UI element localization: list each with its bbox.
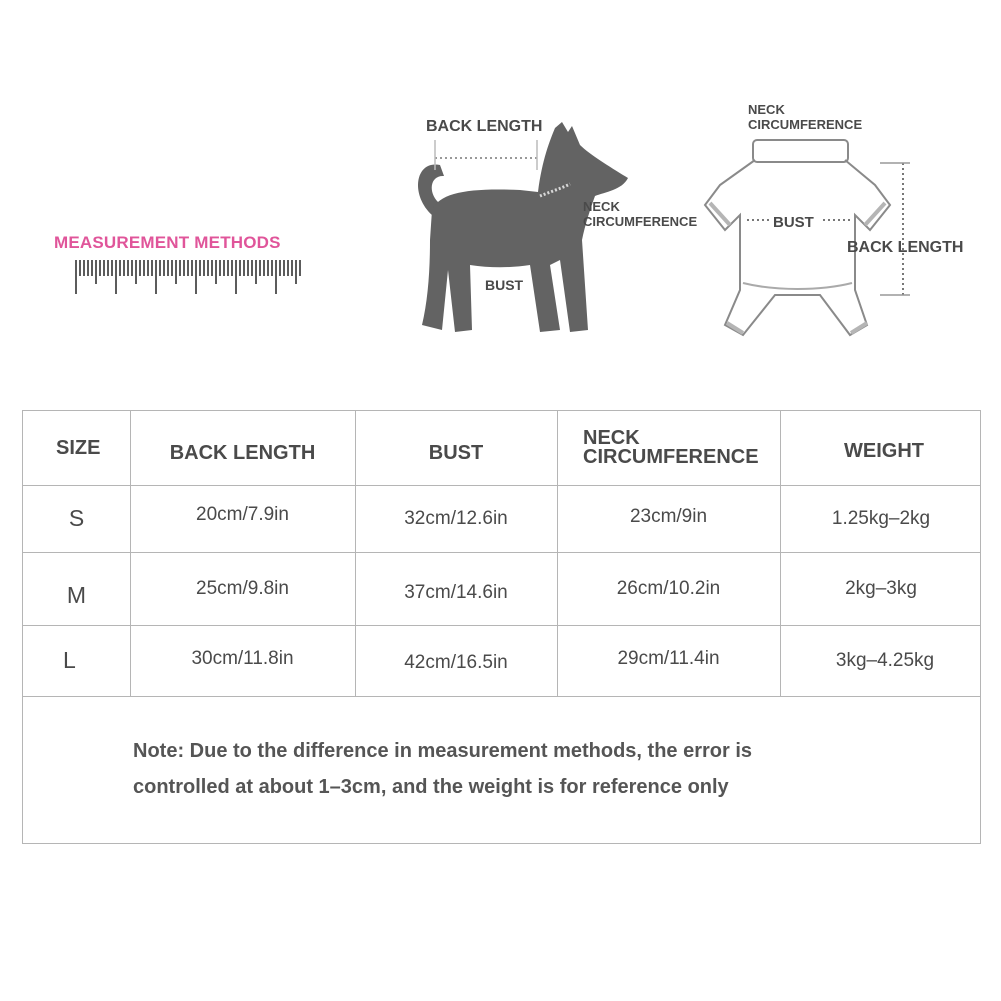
suit-neck-label-line2: CIRCUMFERENCE — [748, 116, 863, 132]
row-l-size: L — [63, 647, 76, 673]
measurement-note — [133, 733, 752, 805]
suit-neck-label — [748, 103, 862, 133]
header-weight: WEIGHT — [844, 439, 924, 462]
header-neck-line1: NECK — [583, 427, 640, 449]
suit-neck-label-line1: NECK — [748, 102, 785, 117]
header-bust: BUST — [428, 441, 484, 464]
header-neck-line2: CIRCUMFERENCE — [583, 446, 759, 468]
size-chart-table — [22, 410, 981, 844]
note-line-2: controlled at about 1–3cm, and the weight is for reference only — [133, 776, 729, 798]
row-s-neck: 23cm/9in — [629, 505, 708, 527]
header-neck-circumference — [557, 411, 780, 485]
row-s-size: S — [68, 505, 85, 531]
row-s-weight: 1.25kg–2kg — [831, 507, 931, 529]
dog-neck-label — [583, 200, 697, 230]
row-l-neck: 29cm/11.4in — [617, 647, 720, 669]
header-back-length: BACK LENGTH — [169, 441, 316, 464]
suit-bust-label: BUST — [773, 214, 814, 231]
dog-back-length-label: BACK LENGTH — [426, 118, 543, 135]
row-l-back-length: 30cm/11.8in — [191, 647, 294, 669]
measurement-methods-title: MEASUREMENT METHODS — [54, 233, 281, 252]
dog-measurement-figure — [410, 100, 700, 345]
dog-bust-label: BUST — [485, 277, 524, 293]
row-m-neck: 26cm/10.2in — [616, 577, 721, 599]
header-size: SIZE — [56, 436, 101, 459]
ruler-icon — [74, 258, 306, 296]
dog-neck-label-line2: CIRCUMFERENCE — [583, 213, 698, 229]
row-m-size: M — [66, 582, 87, 608]
row-l-bust: 42cm/16.5in — [404, 651, 508, 673]
note-line-1: Note: Due to the difference in measurement methods, the error is — [133, 740, 753, 762]
row-s-bust: 32cm/12.6in — [404, 507, 508, 529]
row-m-weight: 2kg–3kg — [845, 577, 917, 599]
row-m-back-length: 25cm/9.8in — [196, 577, 289, 599]
suit-back-length-label: BACK LENGTH — [847, 239, 964, 256]
dog-neck-label-line1: NECK — [583, 199, 620, 214]
row-l-weight: 3kg–4.25kg — [835, 649, 935, 671]
row-m-bust: 37cm/14.6in — [404, 581, 508, 603]
suit-measurement-figure — [695, 95, 985, 350]
row-s-back-length: 20cm/7.9in — [196, 503, 289, 525]
